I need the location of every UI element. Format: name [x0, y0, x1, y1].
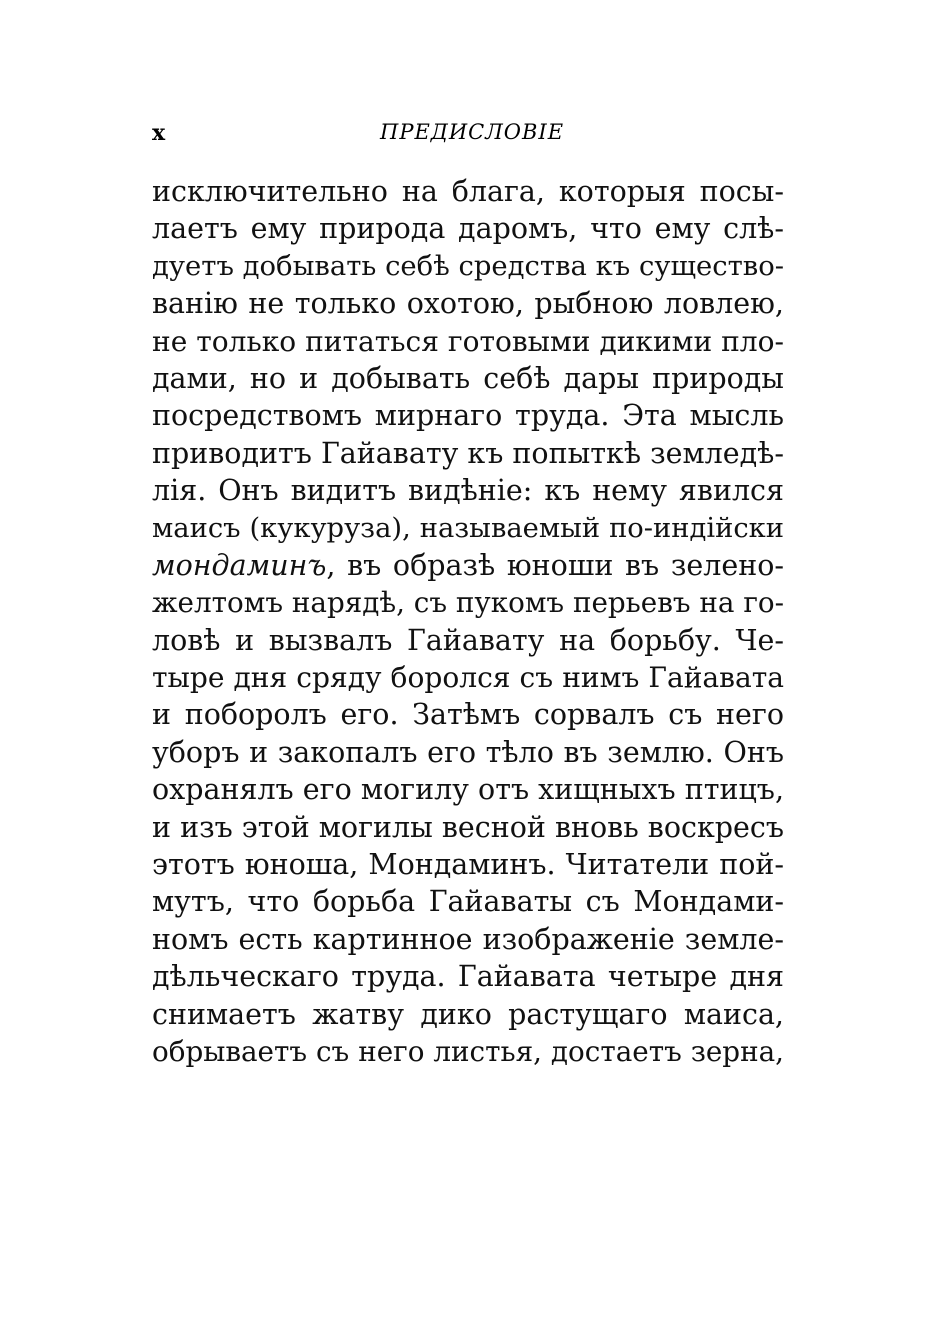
- text-line: дѣльческаго труда. Гайавата четыре дня: [152, 960, 784, 994]
- text-line: приводитъ Гайавату къ попыткѣ земледѣ-: [152, 436, 784, 470]
- text-line: маисъ (кукуруза), называемый по-индійски: [152, 512, 784, 544]
- text-line: дами, но и добывать себѣ дары природы: [152, 361, 784, 395]
- text-line: охранялъ его могилу отъ хищныхъ птицъ,: [152, 773, 784, 807]
- running-title: ПРЕДИСЛОВІЕ: [380, 120, 565, 144]
- italic-term: мондаминъ: [152, 548, 327, 582]
- text-line: дуетъ добывать себѣ средства къ существо-: [152, 250, 784, 282]
- text-line: снимаетъ жатву дико растущаго маиса,: [152, 997, 784, 1031]
- text-line: мутъ, что борьба Гайаваты съ Мондами-: [152, 885, 784, 919]
- text-line: исключительно на блага, которыя посы-: [152, 175, 784, 208]
- text-line: этотъ юноша, Мондаминъ. Читатели пой-: [152, 848, 784, 882]
- text-line: посредствомъ мирнаго труда. Эта мысль: [152, 399, 784, 433]
- text-line: лія. Онъ видитъ видѣніе: къ нему явился: [152, 474, 784, 508]
- text-line: желтомъ нарядѣ, съ пукомъ перьевъ на го-: [152, 586, 784, 620]
- text-line: и поборолъ его. Затѣмъ сорвалъ съ него: [152, 698, 784, 732]
- text-line: и изъ этой могилы весной вновь воскресъ: [152, 810, 784, 844]
- page-header: [150, 118, 790, 148]
- body-text: [152, 173, 784, 1070]
- page-number: x: [152, 120, 167, 146]
- text-line: ванію не только охотою, рыбною ловлею,: [152, 287, 784, 321]
- text-line: уборъ и закопалъ его тѣло въ землю. Онъ: [152, 735, 784, 769]
- text-line: лаетъ ему природа даромъ, что ему слѣ-: [152, 212, 784, 246]
- text-line: мондаминъ, въ образѣ юноши въ зелено-: [152, 548, 784, 582]
- text-line: не только питаться готовыми дикими пло-: [152, 324, 784, 358]
- text-line: тыре дня сряду боролся съ нимъ Гайавата: [152, 661, 784, 695]
- text-line: обрываетъ съ него листья, достаетъ зерна,: [152, 1034, 784, 1068]
- text-line: номъ есть картинное изображеніе земле-: [152, 922, 784, 956]
- text-line: ловѣ и вызвалъ Гайавату на борьбу. Че-: [152, 623, 784, 657]
